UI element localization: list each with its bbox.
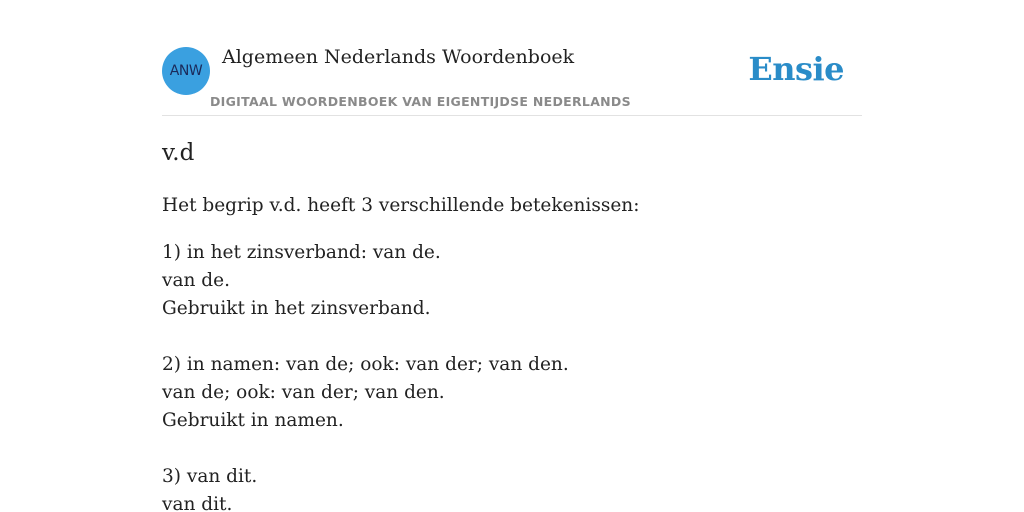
meaning-definition: van de. — [162, 270, 230, 291]
meanings-list — [162, 239, 569, 512]
ensie-logo-link[interactable]: Ensie — [748, 50, 844, 88]
meaning-definition: van de; ook: van der; van den. — [162, 382, 445, 403]
meaning-heading: 3) van dit. — [162, 466, 258, 487]
page-container — [162, 0, 862, 512]
site-header — [162, 0, 862, 116]
meaning-definition: van dit. — [162, 494, 233, 512]
meaning-heading: 2) in namen: van de; ook: van der; van den. — [162, 354, 569, 375]
anw-logo[interactable]: ANW — [162, 47, 210, 95]
entry-term: v.d — [162, 140, 195, 166]
meaning-item — [162, 463, 569, 512]
site-subtitle: DIGITAAL WOORDENBOEK VAN EIGENTIJDSE NEDERLANDS — [210, 94, 631, 109]
meaning-item — [162, 239, 569, 323]
entry-intro: Het begrip v.d. heeft 3 verschillende betekenissen: — [162, 195, 640, 216]
meaning-usage: Gebruikt in namen. — [162, 410, 344, 431]
meaning-usage: Gebruikt in het zinsverband. — [162, 298, 431, 319]
meaning-item — [162, 351, 569, 435]
meaning-heading: 1) in het zinsverband: van de. — [162, 242, 441, 263]
site-title[interactable]: Algemeen Nederlands Woordenboek — [222, 46, 575, 68]
